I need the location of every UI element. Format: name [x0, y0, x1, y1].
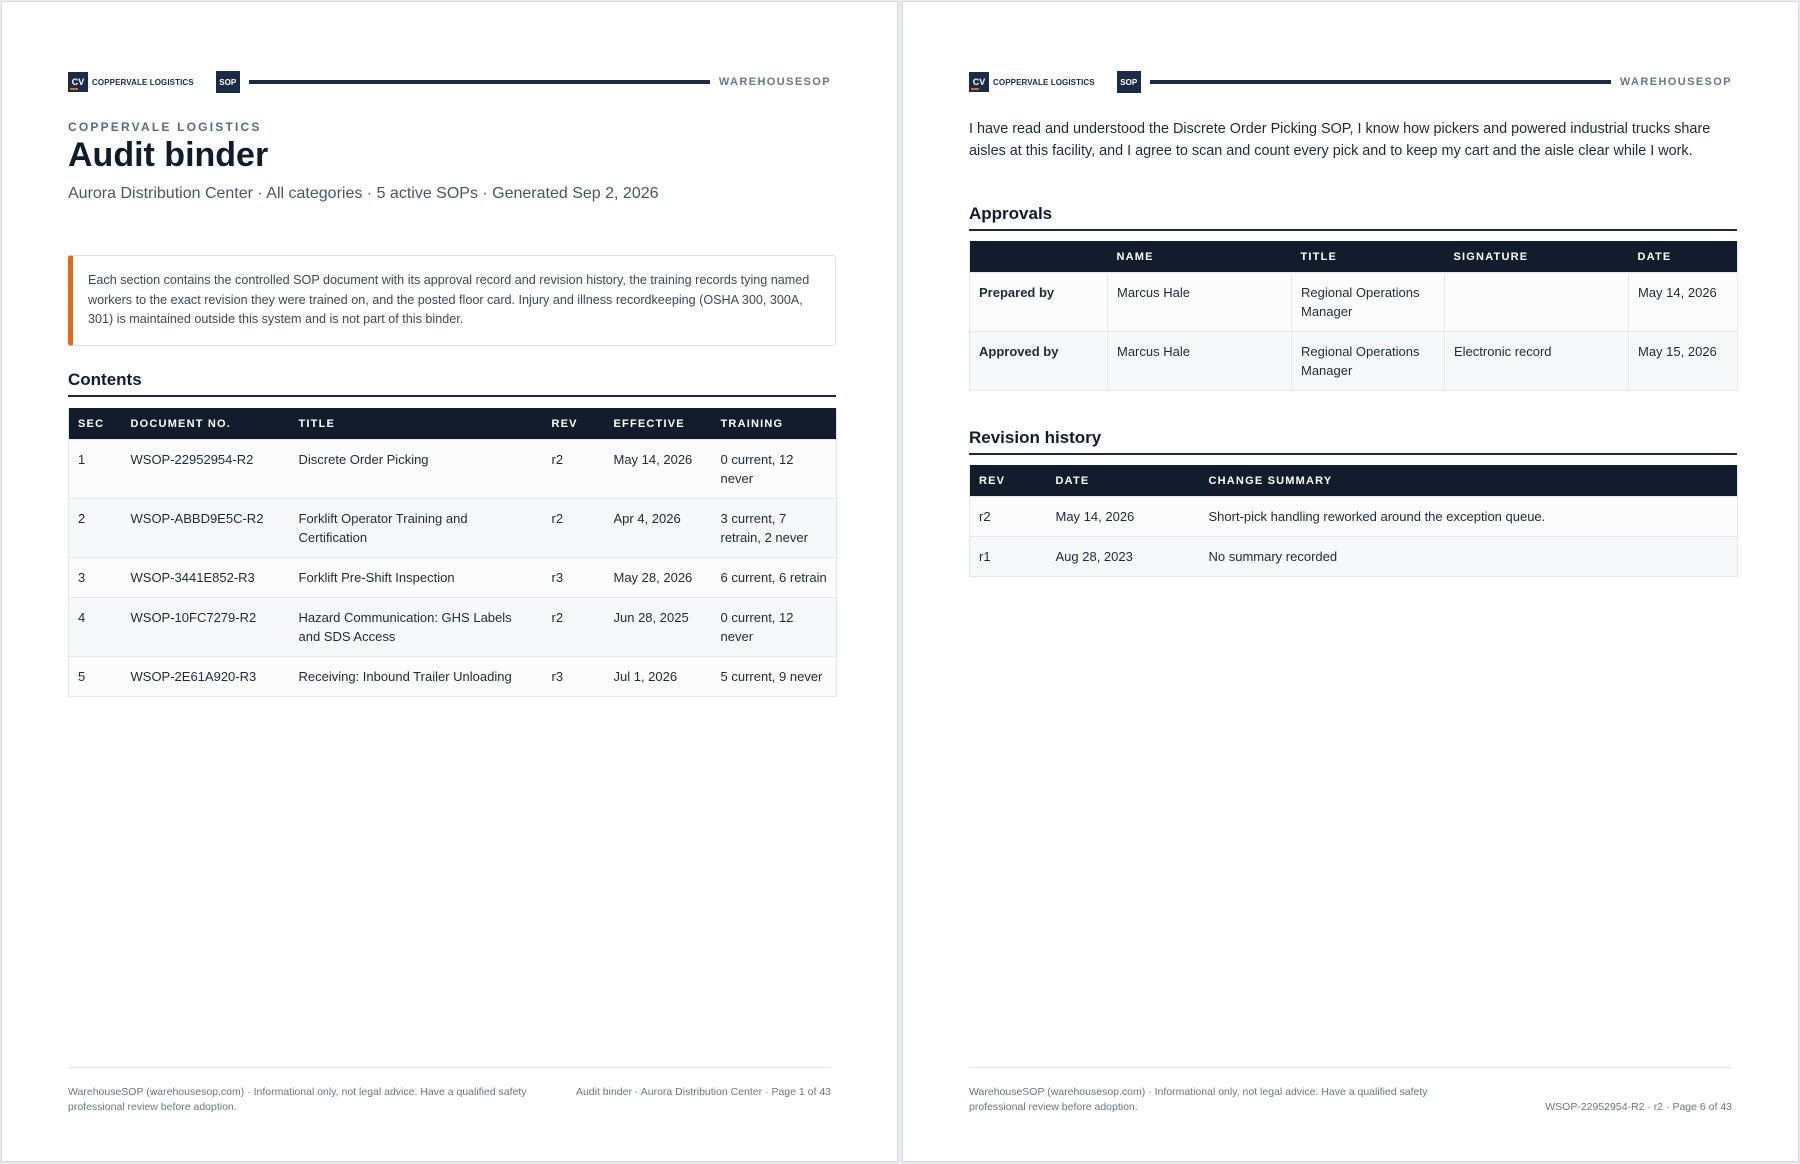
cell-title: Hazard Communication: GHS Labels and SDS Access: [290, 598, 543, 657]
binder-page-6: [902, 1, 1799, 1162]
col-header-sec: SEC: [69, 408, 122, 440]
cell-training: 5 current, 9 never: [712, 657, 837, 697]
col-header-training: TRAINING: [712, 408, 837, 440]
table-row: [69, 440, 837, 499]
cell-sec: 3: [69, 558, 122, 598]
table-row: [69, 657, 837, 697]
footer-page-number: WSOP-22952954-R2 · r2 · Page 6 of 43: [1545, 1101, 1732, 1113]
company-kicker: COPPERVALE LOGISTICS: [68, 120, 262, 134]
footer-page-number: Audit binder · Aurora Distribution Center · Page 1 of 43: [575, 1086, 831, 1098]
cell-date: May 14, 2026: [1047, 497, 1200, 537]
company-logo-text: COPPERVALE LOGISTICS: [92, 77, 194, 87]
col-header-rev: REV: [543, 408, 605, 440]
company-logo-mark: CV: [969, 72, 989, 92]
brand-tag: WAREHOUSESOP: [718, 76, 831, 88]
company-logo-text: COPPERVALE LOGISTICS: [993, 77, 1095, 87]
cell-effective: Jul 1, 2026: [605, 657, 712, 697]
cell-rev: r1: [970, 537, 1047, 577]
cell-name: Marcus Hale: [1108, 332, 1292, 391]
sop-badge: SOP: [1117, 71, 1141, 93]
cell-title: Receiving: Inbound Trailer Unloading: [290, 657, 543, 697]
cell-change-summary: Short-pick handling reworked around the exception queue.: [1200, 497, 1738, 537]
col-header-name: NAME: [1108, 241, 1292, 273]
cell-document-no: WSOP-22952954-R2: [122, 440, 290, 499]
cell-rev: r2: [543, 499, 605, 558]
footer-disclaimer: WarehouseSOP (warehousesop.com) · Informational only, not legal advice. Have a qualified safety professional review before adoption.: [68, 1086, 527, 1113]
header-rule: [249, 80, 710, 84]
col-header-document-no: DOCUMENT NO.: [122, 408, 290, 440]
col-header-role: [970, 241, 1108, 273]
cell-document-no: WSOP-10FC7279-R2: [122, 598, 290, 657]
cell-title: Forklift Pre-Shift Inspection: [290, 558, 543, 598]
cell-title: Regional Operations Manager: [1292, 273, 1445, 332]
sop-badge: SOP: [216, 71, 240, 93]
col-header-rev: REV: [970, 465, 1047, 497]
footer-rule: [969, 1067, 1732, 1068]
col-header-title: TITLE: [1292, 241, 1445, 273]
cell-effective: Apr 4, 2026: [605, 499, 712, 558]
col-header-date: DATE: [1629, 241, 1738, 273]
cell-sec: 2: [69, 499, 122, 558]
cell-sec: 4: [69, 598, 122, 657]
cell-rev: r3: [543, 657, 605, 697]
cell-sec: 5: [69, 657, 122, 697]
table-row: [69, 598, 837, 657]
binder-page-1: [1, 1, 898, 1162]
cell-training: 0 current, 12 never: [712, 598, 837, 657]
brand-tag: WAREHOUSESOP: [1619, 76, 1732, 88]
table-row: [970, 273, 1738, 332]
col-header-effective: EFFECTIVE: [605, 408, 712, 440]
revision-history-heading: Revision history: [969, 428, 1737, 455]
cell-title: Discrete Order Picking: [290, 440, 543, 499]
table-row: [69, 499, 837, 558]
page-header: [68, 70, 831, 94]
cell-document-no: WSOP-ABBD9E5C-R2: [122, 499, 290, 558]
table-row: [970, 537, 1738, 577]
table-row: [970, 332, 1738, 391]
acknowledgement-text: I have read and understood the Discrete Order Picking SOP, I know how pickers and powered industrial trucks share aisles at this facility, and I agree to scan and count every pick and to keep my cart and the aisle clear while I work.: [969, 121, 1711, 159]
cell-name: Marcus Hale: [1108, 273, 1292, 332]
approvals-heading: Approvals: [969, 204, 1737, 231]
cell-date: May 14, 2026: [1629, 273, 1738, 332]
cell-effective: May 14, 2026: [605, 440, 712, 499]
cell-signature: Electronic record: [1445, 332, 1629, 391]
cell-training: 6 current, 6 retrain: [712, 558, 837, 598]
cell-training: 0 current, 12 never: [712, 440, 837, 499]
cell-effective: May 28, 2026: [605, 558, 712, 598]
cell-document-no: WSOP-3441E852-R3: [122, 558, 290, 598]
contents-table: [68, 408, 837, 697]
contents-heading: Contents: [68, 370, 836, 397]
revisions-header-row: [970, 465, 1738, 497]
scope-callout: Each section contains the controlled SOP document with its approval record and revision history, the training records tying named workers to the exact revision they were trained on, and the posted floor card. Injury and illness recordkeeping (OSHA 300, 300A, 301) is maintained outside this system and is not part of this binder.: [68, 255, 836, 346]
cell-training: 3 current, 7 retrain, 2 never: [712, 499, 837, 558]
footer-disclaimer: WarehouseSOP (warehousesop.com) · Informational only, not legal advice. Have a qualified safety professional review before adoption.: [969, 1086, 1428, 1113]
cell-role: Prepared by: [970, 273, 1108, 332]
page-title: Audit binder: [68, 136, 269, 174]
cell-rev: r3: [543, 558, 605, 598]
col-header-signature: SIGNATURE: [1445, 241, 1629, 273]
col-header-title: TITLE: [290, 408, 543, 440]
cell-document-no: WSOP-2E61A920-R3: [122, 657, 290, 697]
cell-signature: [1445, 273, 1629, 332]
approvals-header-row: [970, 241, 1738, 273]
contents-header-row: [69, 408, 837, 440]
cell-rev: r2: [970, 497, 1047, 537]
revision-history-table: [969, 465, 1738, 577]
cell-title: Forklift Operator Training and Certification: [290, 499, 543, 558]
cell-title: Regional Operations Manager: [1292, 332, 1445, 391]
col-header-date: DATE: [1047, 465, 1200, 497]
cell-date: May 15, 2026: [1629, 332, 1738, 391]
footer-rule: [68, 1067, 831, 1068]
cell-role: Approved by: [970, 332, 1108, 391]
cell-date: Aug 28, 2023: [1047, 537, 1200, 577]
page-header: [969, 70, 1732, 94]
page-subtitle: Aurora Distribution Center · All categories · 5 active SOPs · Generated Sep 2, 2026: [68, 185, 659, 202]
cell-change-summary: No summary recorded: [1200, 537, 1738, 577]
cell-rev: r2: [543, 598, 605, 657]
table-row: [970, 497, 1738, 537]
cell-sec: 1: [69, 440, 122, 499]
cell-effective: Jun 28, 2025: [605, 598, 712, 657]
company-logo-mark: CV: [68, 72, 88, 92]
approvals-table: [969, 241, 1738, 391]
col-header-change-summary: CHANGE SUMMARY: [1200, 465, 1738, 497]
header-rule: [1150, 80, 1611, 84]
cell-rev: r2: [543, 440, 605, 499]
table-row: [69, 558, 837, 598]
